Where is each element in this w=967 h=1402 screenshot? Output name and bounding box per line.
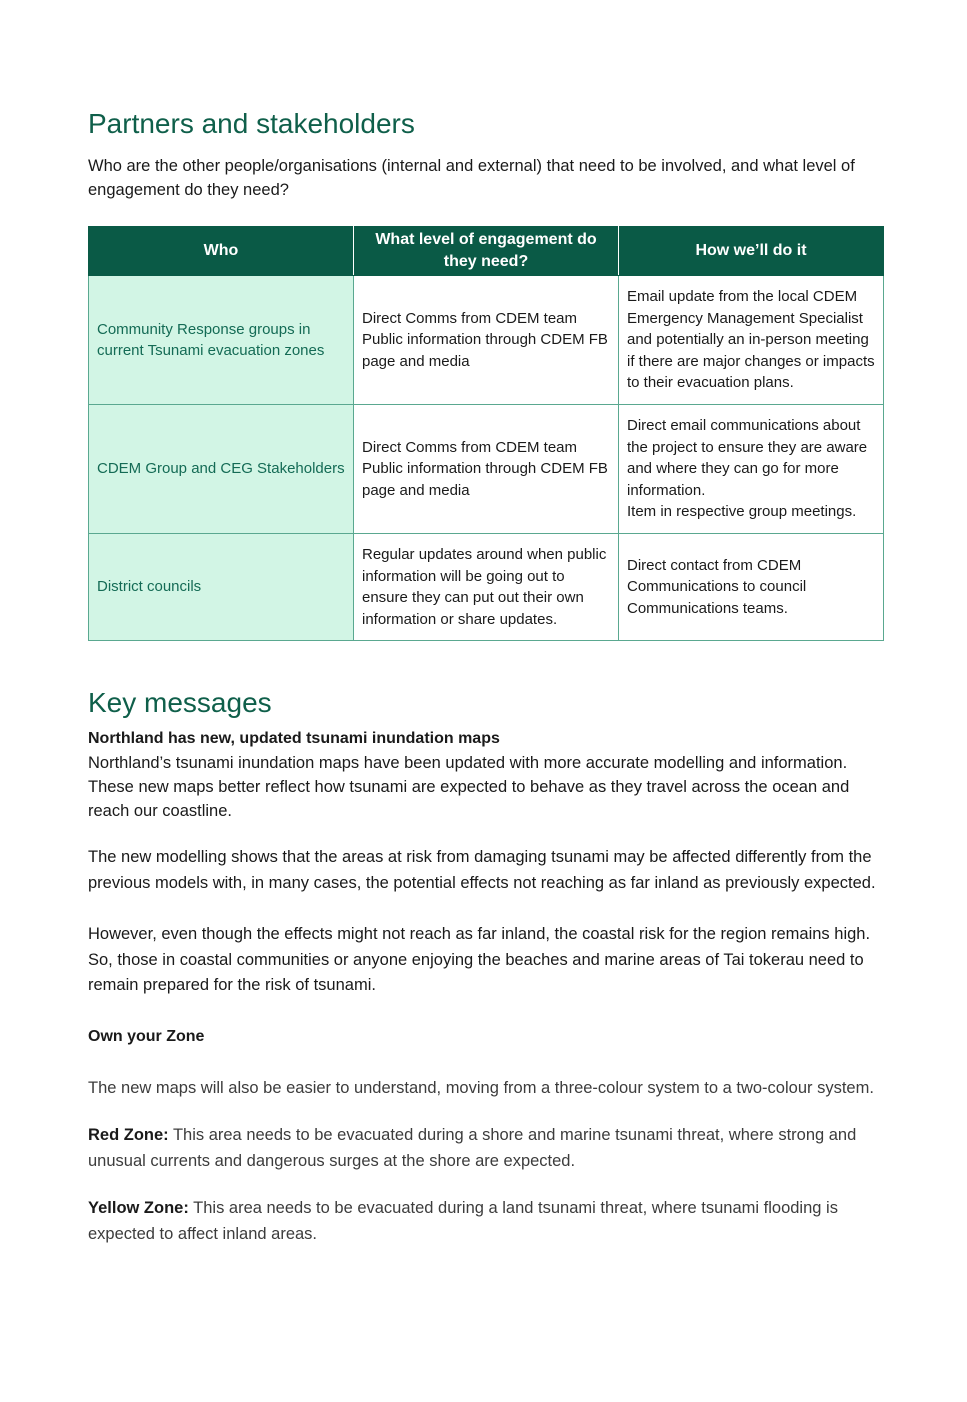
cell-how: Direct contact from CDEM Communications to council Communications teams. bbox=[619, 534, 884, 641]
cell-who: Community Response groups in current Tsunami evacuation zones bbox=[89, 276, 354, 405]
red-zone-text: This area needs to be evacuated during a shore and marine tsunami threat, where strong and unusual currents and dangerous surges at the shore are expected. bbox=[88, 1126, 857, 1170]
yellow-zone-label: Yellow Zone: bbox=[88, 1199, 189, 1217]
red-zone-paragraph bbox=[88, 1123, 883, 1174]
table-row bbox=[89, 405, 884, 534]
table-row bbox=[89, 534, 884, 641]
cell-engagement: Direct Comms from CDEM team Public information through CDEM FB page and media bbox=[354, 405, 619, 534]
key-messages-heading: Key messages bbox=[88, 687, 272, 718]
cell-engagement: Direct Comms from CDEM team Public information through CDEM FB page and media bbox=[354, 276, 619, 405]
cell-who: District councils bbox=[89, 534, 354, 641]
header-who: Who bbox=[89, 227, 354, 276]
yellow-zone-text: This area needs to be evacuated during a land tsunami threat, where tsunami flooding is expected to affect inland areas. bbox=[88, 1199, 838, 1243]
cell-who: CDEM Group and CEG Stakeholders bbox=[89, 405, 354, 534]
cell-engagement: Regular updates around when public information will be going out to ensure they can put out their own information or share updates. bbox=[354, 534, 619, 641]
own-your-zone-heading: Own your Zone bbox=[88, 1027, 205, 1045]
document-page bbox=[88, 104, 883, 1247]
stakeholders-table bbox=[88, 226, 884, 641]
key-messages-paragraph-4: The new maps will also be easier to understand, moving from a three-colour system to a two-colour system. bbox=[88, 1078, 874, 1097]
partners-heading: Partners and stakeholders bbox=[88, 108, 415, 139]
table-header-row bbox=[89, 227, 884, 276]
yellow-zone-paragraph bbox=[88, 1196, 883, 1247]
key-messages-subheading: Northland has new, updated tsunami inundation maps bbox=[88, 730, 500, 747]
header-engagement: What level of engagement do they need? bbox=[354, 227, 619, 276]
table-row bbox=[89, 276, 884, 405]
key-messages-paragraph-3: However, even though the effects might not reach as far inland, the coastal risk for the region remains high. So, those in coastal communities or anyone enjoying the beaches and marine areas of Tai tokerau need to remain prepared for the risk of tsunami. bbox=[88, 925, 871, 994]
cell-how: Email update from the local CDEM Emergency Management Specialist and potentially an in-person meeting if there are major changes or impacts to their evacuation plans. bbox=[619, 276, 884, 405]
cell-how: Direct email communications about the project to ensure they are aware and where they can go for more information. Item in respective group meetings. bbox=[619, 405, 884, 534]
header-how: How we’ll do it bbox=[619, 227, 884, 276]
key-messages-paragraph-1: Northland’s tsunami inundation maps have been updated with more accurate modelling and information. These new maps better reflect how tsunami are expected to behave as they travel across the ocean and reach our coastline. bbox=[88, 754, 850, 820]
partners-intro: Who are the other people/organisations (internal and external) that need to be involved, and what level of engagement do they need? bbox=[88, 157, 855, 199]
key-messages-paragraph-2: The new modelling shows that the areas at risk from damaging tsunami may be affected differently from the previous models with, in many cases, the potential effects not reaching as far inland as previously expected. bbox=[88, 848, 876, 892]
red-zone-label: Red Zone: bbox=[88, 1126, 169, 1144]
